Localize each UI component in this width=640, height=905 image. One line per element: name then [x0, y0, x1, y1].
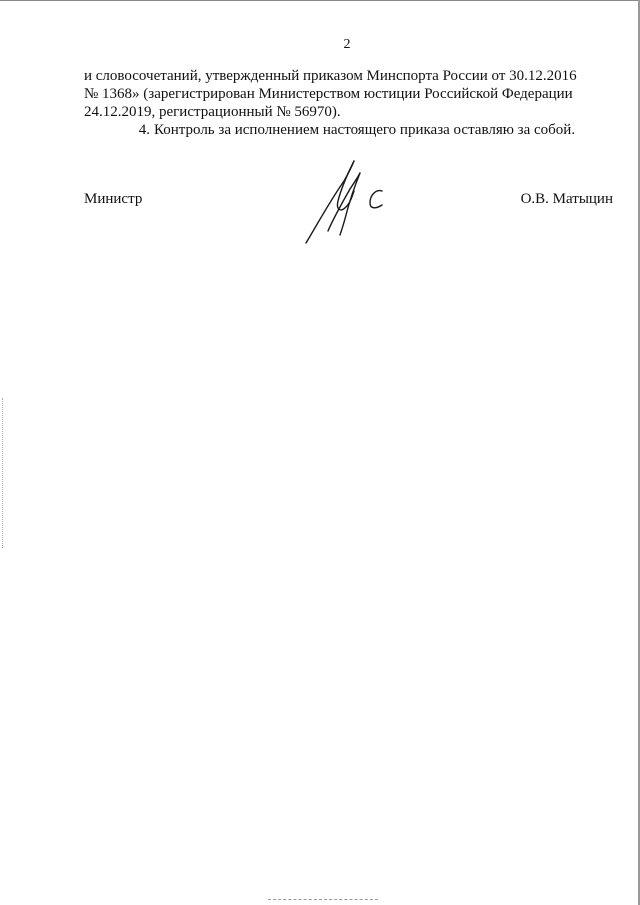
signatory-name: О.В. Матыцин — [520, 191, 613, 207]
paragraph-line-2: № 1368» (зарегистрирован Министерством юстиции Российской Федерации — [84, 86, 573, 102]
handwritten-signature — [296, 157, 406, 249]
scan-edge-left-marks — [2, 398, 4, 548]
list-item-text: Контроль за исполнением настоящего приказа оставляю за собой. — [154, 122, 576, 138]
paragraph-continuation — [84, 67, 614, 121]
paragraph-line-1: и словосочетаний, утвержденный приказом Минспорта России от 30.12.2016 — [84, 68, 577, 84]
paragraph-line-3: 24.12.2019, регистрационный № 56970). — [84, 104, 341, 120]
document-body — [84, 67, 614, 139]
list-item-4 — [84, 121, 614, 139]
signatory-role: Министр — [84, 191, 143, 207]
scan-edge-bottom-marks — [268, 899, 378, 901]
list-item-number: 4. — [138, 122, 150, 138]
scan-edge-top — [0, 0, 640, 1]
page-number: 2 — [343, 37, 351, 52]
